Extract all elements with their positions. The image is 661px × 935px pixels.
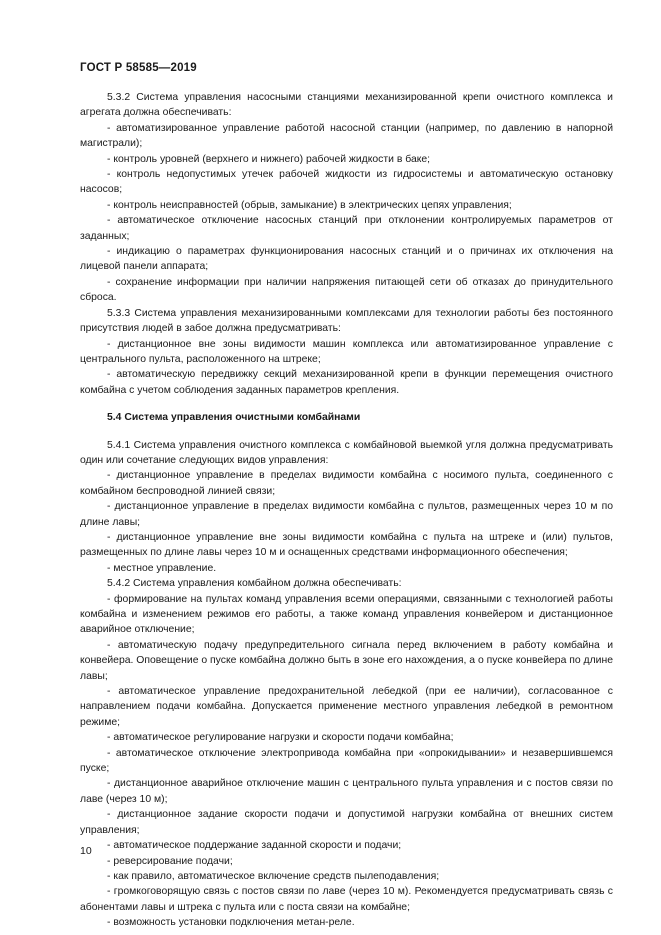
- paragraph: 5.3.3 Система управления механизированными комплексами для технологии работы без постоянного присутствия людей в забое должна предусматривать:: [80, 307, 613, 335]
- list-item: - дистанционное управление вне зоны видимости комбайна с пульта на штреке и (или) пультов, размещенных по длине лавы через 10 м и оснащенных средствами информационного обеспечения;: [80, 531, 613, 559]
- list-item: - формирование на пультах команд управления всеми операциями, связанными с технологией работы комбайна и изменением режимов его работы, а также команд управления конвейером и дистанционное аварийное отключение;: [80, 593, 613, 636]
- list-item: - автоматическую передвижку секций механизированной крепи в функции перемещения очистного комбайна с учетом соблюдения заданных параметров крепления.: [80, 369, 613, 396]
- list-item: - контроль недопустимых утечек рабочей жидкости из гидросистемы и автоматическую остановку насосов;: [80, 169, 613, 196]
- list-item: - дистанционное управление в пределах видимости комбайна с носимого пульта, соединенного с комбайном беспроводной линией связи;: [80, 470, 613, 497]
- list-item: - контроль уровней (верхнего и нижнего) рабочей жидкости в баке;: [107, 153, 431, 165]
- list-item: - автоматическое управление предохранительной лебедкой (при ее наличии), согласованное с направлением подачи комбайна. Допускается применение местного управления лебедкой в ремонтном режиме;: [80, 686, 613, 728]
- list-item: - дистанционное вне зоны видимости машин комплекса или автоматизированное управление с центрального пульта, расположенного на штреке;: [80, 338, 613, 365]
- paragraph: 5.4.2 Система управления комбайном должна обеспечивать:: [107, 578, 402, 590]
- list-item: - сохранение информации при наличии напряжения питающей сети об отказах до принудительного сброса.: [80, 276, 613, 304]
- list-item: - автоматическое регулирование нагрузки и скорости подачи комбайна;: [107, 732, 454, 744]
- list-item: - дистанционное аварийное отключение машин с центрального пульта управления и с постов связи по лаве (через 10 м);: [80, 778, 613, 805]
- standard-header: ГОСТ Р 58585—2019: [80, 62, 197, 74]
- list-item: - дистанционное задание скорости подачи и допустимой нагрузки комбайна от внешних систем управления;: [80, 809, 613, 836]
- list-item: - автоматическое отключение насосных станций при отклонении контролируемых параметров от заданных;: [80, 215, 613, 242]
- list-item: - автоматическое отключение электропривода комбайна при «опрокидывании» и незавершившемся пуске;: [80, 747, 613, 775]
- list-item: - возможность установки подключения метан-реле.: [107, 917, 355, 929]
- list-item: - как правило, автоматическое включение средств пылеподавления;: [107, 870, 440, 882]
- paragraph: 5.4.1 Система управления очистного комплекса с комбайновой выемкой угля должна предусматривать один или сочетание следующих видов управления:: [80, 439, 613, 466]
- page-number: 10: [80, 845, 92, 857]
- paragraph: 5.3.2 Система управления насосными станциями механизированной крепи очистного комплекса и агрегата должна обеспечивать:: [80, 92, 613, 119]
- main-content: [80, 90, 613, 931]
- list-item: - реверсирование подачи;: [107, 855, 233, 867]
- list-item: - автоматическую подачу предупредительного сигнала перед включением в работу комбайна и конвейера. Оповещение о пуске комбайна должно быть в зоне его нахождения, а о пуске конвейера по длине лавы;: [80, 639, 613, 682]
- list-item: - громкоговорящую связь с постов связи по лаве (через 10 м). Рекомендуется предусматривать связь с абонентами лавы и штрека с пульта или с поста связи на комбайне;: [80, 886, 613, 913]
- list-item: - дистанционное управление в пределах видимости комбайна с пультов, размещенных через 10 м по длине лавы;: [80, 501, 613, 528]
- list-item: - контроль неисправностей (обрыв, замыкание) в электрических цепях управления;: [107, 199, 512, 211]
- section-heading: 5.4 Система управления очистными комбайнами: [107, 412, 361, 424]
- list-item: - автоматизированное управление работой насосной станции (например, по давлению в напорной магистрали);: [80, 122, 613, 150]
- list-item: - местное управление.: [107, 562, 217, 574]
- list-item: - автоматическое поддержание заданной скорости и подачи;: [107, 840, 402, 852]
- list-item: - индикацию о параметрах функционирования насосных станций и о причинах их отключения на лицевой панели аппарата;: [80, 246, 613, 273]
